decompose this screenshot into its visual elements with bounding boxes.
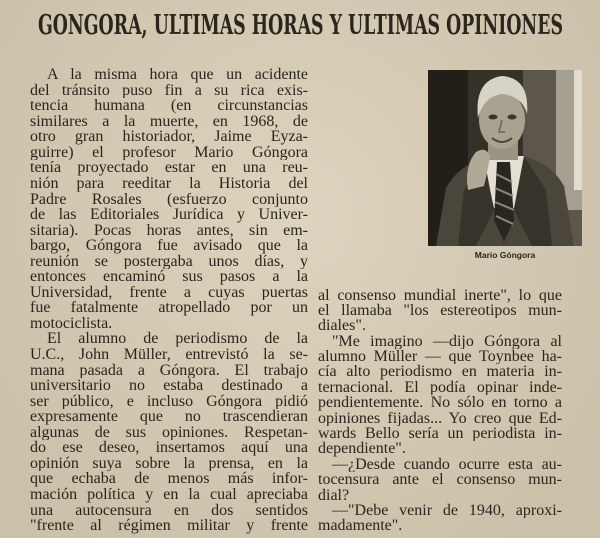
text-line: dependiente". (318, 441, 406, 457)
text-line: ternacional. El podía opinar inde- (318, 379, 562, 396)
text-line: entonces encaminó sus pasos a la (30, 269, 308, 285)
text-line: sitaria). Pocas horas antes, sin em- (30, 222, 308, 239)
text-line: guirre) el profesor Mario Góngora (30, 144, 308, 161)
text-line: A la misma hora que un acidente (47, 67, 308, 83)
paragraph (318, 334, 562, 457)
text-line: de las Editoriales Jurídica y Univer- (30, 207, 308, 223)
text-line: una autocensura en dos sentidos (30, 502, 308, 519)
text-line: diales". (318, 318, 366, 334)
text-line: alumno Müller — que Toynbee ha- (318, 349, 562, 365)
text-line: bargo, Góngora fue avisado que la (30, 238, 308, 254)
text-line: madamente". (318, 518, 403, 534)
text-line: mana pasada a Góngora. El trabajo (30, 362, 308, 379)
text-line: otro gran historiador, Jaime Eyza- (30, 129, 308, 145)
text-line: cía alto periodismo en materia in- (318, 364, 562, 380)
text-line: opiniones fijadas... Yo creo que Ed- (318, 410, 562, 427)
text-line: tencia humana (en circunstancias (30, 98, 308, 114)
text-line: U.C., John Müller, entrevistó la se- (30, 347, 308, 363)
text-line: do ese deseo, insertamos aquí una (30, 440, 308, 456)
text-line: nión para reeditar la Historia del (30, 176, 308, 192)
text-line: —"Debe venir de 1940, aproxi- (332, 502, 562, 519)
text-line: universitario no estaba destinado a (30, 378, 308, 394)
text-line: del tránsito puso fin a su rica exis- (30, 82, 308, 99)
text-line: mación política y en la cual apreciaba (30, 486, 308, 503)
text-line: que echaba de menos más infor- (30, 471, 308, 487)
text-line: el llamaba "los estereotipos mun- (318, 302, 562, 319)
portrait-photo (428, 70, 582, 246)
text-line: El alumno de periodismo de la (47, 331, 308, 348)
text-line: al consenso mundial inerte", lo que (318, 287, 562, 303)
text-line: Universidad, frente a cuyas puertas (30, 284, 308, 301)
text-line: dial? (318, 487, 350, 503)
text-line: wards Bello sería un periodista in- (318, 426, 562, 442)
text-line: reunión se postergaba unos días, y (30, 253, 308, 270)
text-line: "Me imagino —dijo Góngora al (332, 333, 562, 350)
left-column (30, 67, 308, 533)
photo-caption: Mario Góngora (474, 250, 536, 260)
paragraph (318, 288, 562, 334)
text-line: —¿Desde cuando ocurre esta au- (332, 456, 562, 473)
text-line: tocensura ante el consenso mun- (318, 472, 562, 488)
paragraph (30, 331, 308, 533)
text-line: Padre Rosales (esfuerzo conjunto (30, 191, 308, 208)
headline (0, 0, 600, 46)
paragraph (318, 503, 562, 534)
text-line: "frente al régimen militar y frente (30, 518, 308, 534)
portrait-image (428, 70, 582, 246)
text-line: motociclista. (30, 315, 113, 332)
text-line: similares a la muerte, en 1968, de (30, 113, 308, 130)
text-line: expresamente que no trascendieran (30, 409, 308, 425)
text-line: pendientemente. No sólo en torno a (318, 395, 562, 411)
text-line: tenía proyectado estar en una reu- (30, 160, 308, 177)
text-line: fue fatalmente atropellado por un (30, 300, 308, 316)
right-column (318, 288, 562, 534)
text-line: opinión suya sobre la prensa, en la (30, 455, 308, 472)
paragraph (318, 457, 562, 503)
text-line: algunas de sus opiniones. Respetan- (30, 424, 308, 441)
text-line: ser público, e incluso Góngora pidió (30, 393, 308, 410)
paragraph (30, 67, 308, 331)
article-title: GONGORA, ULTIMAS HORAS Y ULTIMAS OPINIONES (38, 10, 563, 41)
